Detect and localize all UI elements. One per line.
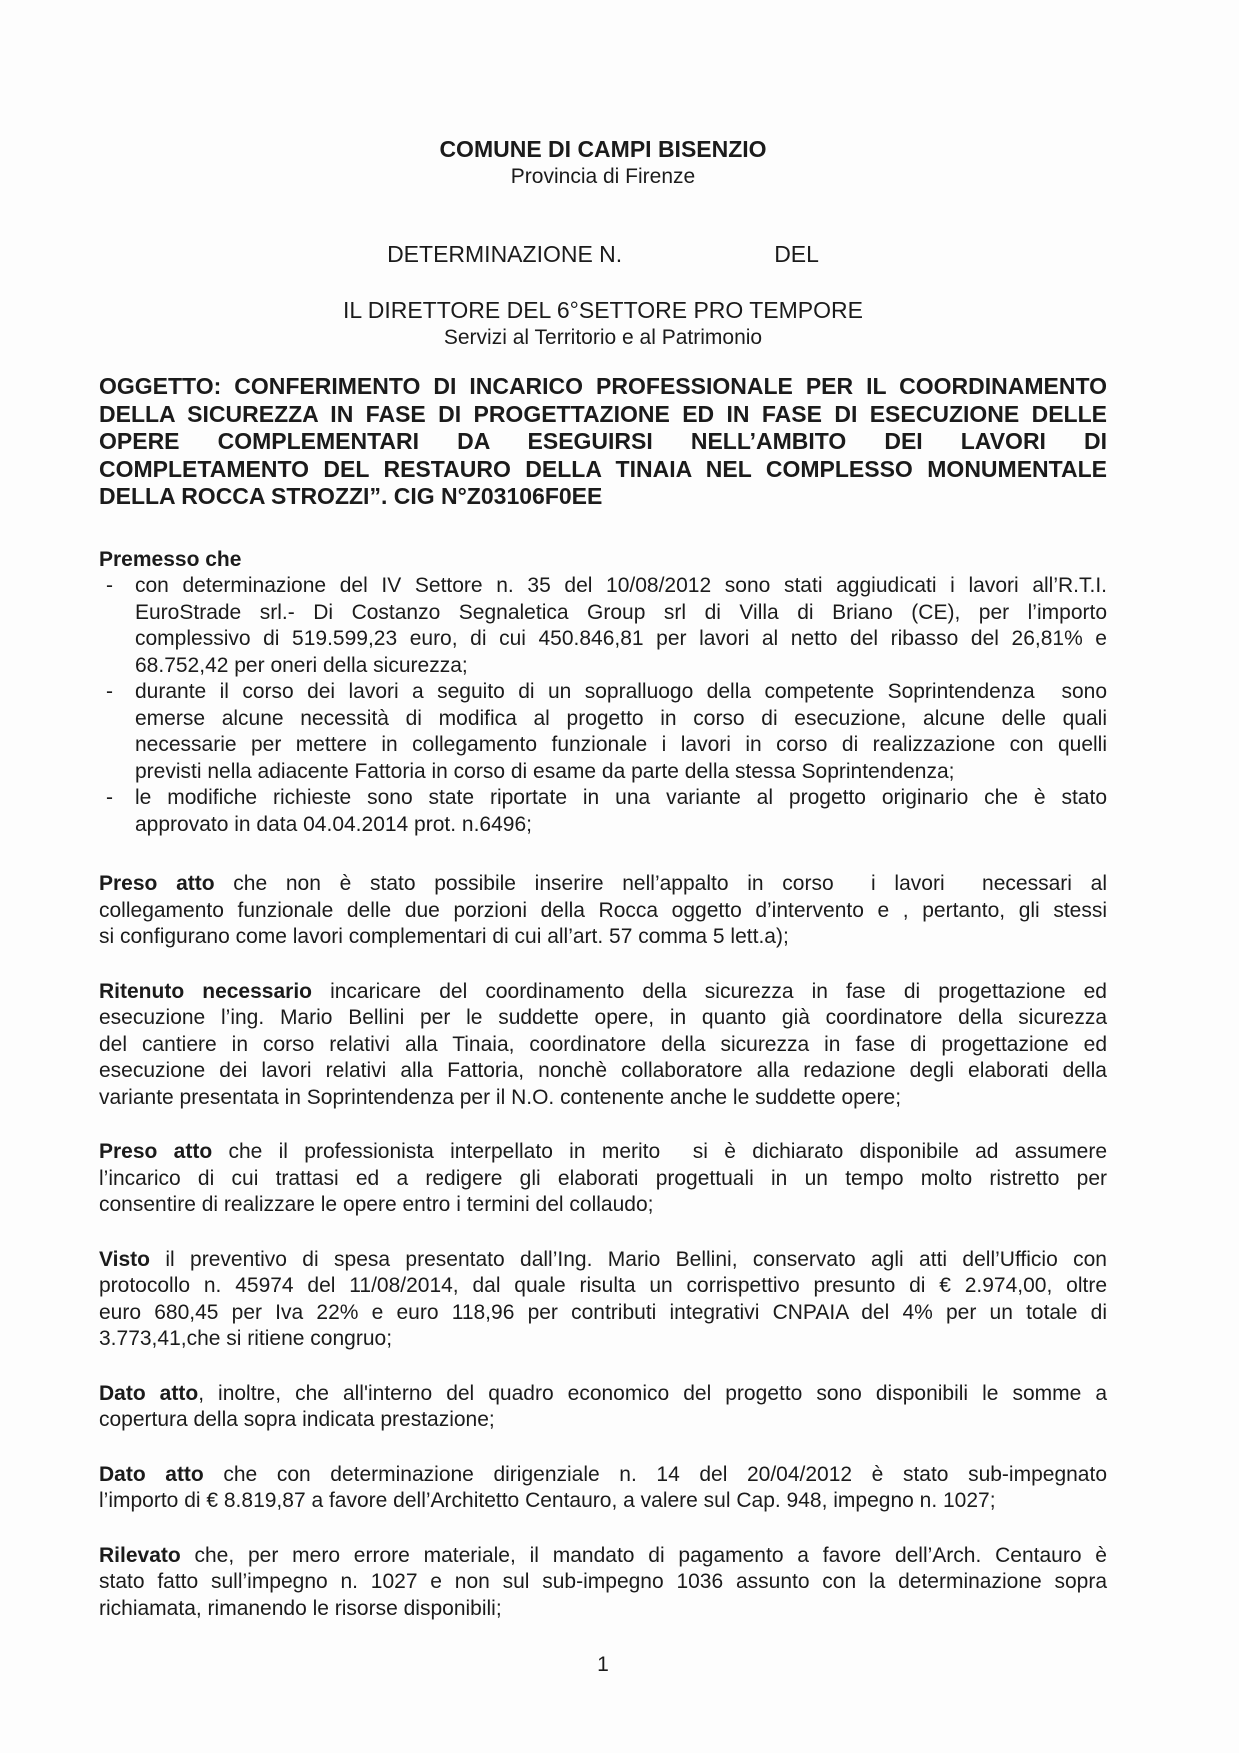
determination-date-label: DEL	[774, 241, 819, 267]
document-content	[99, 0, 1107, 1679]
premise-line: approvato in data 04.04.2014 prot. n.6496;	[135, 812, 532, 836]
premise-item-lines	[135, 785, 1107, 838]
paragraph-line: Preso atto che non è stato possibile inserire nell’appalto in corso i lavori necessari al	[99, 872, 1107, 895]
paragraph-line: consentire di realizzare le opere entro i termini del collaudo;	[99, 1193, 654, 1216]
paragraph-lead: Preso atto	[99, 872, 215, 895]
paragraph	[99, 1139, 1107, 1219]
director-title: IL DIRETTORE DEL 6°SETTORE PRO TEMPORE	[343, 297, 863, 323]
subject-line: OPERE COMPLEMENTARI DA ESEGUIRSI NELL’AMBITO DEI LAVORI DI	[99, 428, 1107, 454]
paragraph	[99, 1543, 1107, 1623]
province-subtitle: Provincia di Firenze	[510, 165, 696, 188]
director-subtitle: Servizi al Territorio e al Patrimonio	[443, 326, 763, 349]
premise-item	[99, 679, 1107, 785]
premise-line: durante il corso dei lavori a seguito di un sopralluogo della competente Soprintendenza sono	[135, 680, 1107, 703]
paragraph-line: esecuzione dei lavori relativi alla Fattoria, nonchè collaboratore alla redazione degli elaborati della	[99, 1059, 1107, 1082]
premise-line: emerse alcune necessità di modifica al progetto in corso di esecuzione, alcune delle quali	[135, 706, 1107, 730]
paragraph-line: Rilevato che, per mero errore materiale, il mandato di pagamento a favore dell’Arch. Centauro è	[99, 1543, 1107, 1567]
subject-line: OGGETTO: CONFERIMENTO DI INCARICO PROFESSIONALE PER IL COORDINAMENTO	[99, 373, 1107, 399]
paragraph	[99, 979, 1107, 1112]
paragraph-line: Ritenuto necessario incaricare del coordinamento della sicurezza in fase di progettazione ed	[99, 979, 1107, 1003]
determination-line	[99, 241, 1107, 268]
paragraph-line: variante presentata in Soprintendenza per il N.O. contenente anche le suddette opere;	[99, 1085, 902, 1109]
subject-line: DELLA ROCCA STROZZI”. CIG N°Z03106F0EE	[99, 483, 603, 509]
paragraph-line: del cantiere in corso relativi alla Tinaia, coordinatore della sicurezza in fase di progettazione ed	[99, 1032, 1107, 1056]
paragraph-line: protocollo n. 45974 del 11/08/2014, dal quale risulta un corrispettivo presunto di € 2.974,00, oltre	[99, 1274, 1107, 1297]
paragraphs-container	[99, 871, 1107, 1622]
premise-line: EuroStrade srl.- Di Costanzo Segnaletica Group srl di Villa di Briano (CE), per l’importo	[135, 600, 1107, 624]
paragraph	[99, 1247, 1107, 1353]
paragraph-lead: Preso atto	[99, 1140, 213, 1163]
paragraph-line: si configurano come lavori complementari di cui all’art. 57 comma 5 lett.a);	[99, 925, 789, 948]
paragraph-line: richiamata, rimanendo le risorse disponibili;	[99, 1596, 502, 1620]
municipality-title: COMUNE DI CAMPI BISENZIO	[439, 136, 767, 162]
bullet-dash: -	[106, 574, 113, 597]
paragraph-line: esecuzione l’ing. Mario Bellini per le suddette opere, in quanto già coordinatore della sicurezza	[99, 1006, 1107, 1029]
paragraph-line: l’incarico di cui trattasi ed a redigere gli elaborati progettuali in un tempo molto ristretto per	[99, 1166, 1107, 1190]
premise-list	[99, 573, 1107, 838]
paragraph-line: Visto il preventivo di spesa presentato dall’Ing. Mario Bellini, conservato agli atti dell’Ufficio con	[99, 1247, 1107, 1271]
premise-heading: Premesso che	[99, 547, 242, 571]
paragraph-line: euro 680,45 per Iva 22% e euro 118,96 per contributi integrativi CNPAIA del 4% per un totale di	[99, 1300, 1107, 1324]
page-number: 1	[597, 1653, 609, 1676]
paragraph	[99, 1462, 1107, 1515]
paragraph	[99, 1381, 1107, 1434]
premise-item-lines	[135, 573, 1107, 679]
paragraph-line: copertura della sopra indicata prestazione;	[99, 1408, 495, 1431]
premise-line: 68.752,42 per oneri della sicurezza;	[135, 653, 468, 677]
paragraph-lead: Ritenuto necessario	[99, 979, 312, 1003]
paragraph	[99, 871, 1107, 951]
paragraph-line: l’importo di € 8.819,87 a favore dell’Architetto Centauro, a valere sul Cap. 948, impegno n. 1027;	[99, 1489, 996, 1512]
premise-line: previsti nella adiacente Fattoria in corso di esame da parte della stessa Soprintendenza;	[135, 759, 955, 783]
paragraph-lead: Rilevato	[99, 1543, 181, 1567]
paragraph-line: 3.773,41,che si ritiene congruo;	[99, 1327, 393, 1350]
bullet-dash: -	[106, 680, 113, 703]
paragraph-line: Dato atto che con determinazione dirigenziale n. 14 del 20/04/2012 è stato sub-impegnato	[99, 1462, 1107, 1486]
bullet-dash: -	[106, 786, 113, 809]
determination-number-label: DETERMINAZIONE N.	[387, 241, 623, 267]
premise-item	[99, 785, 1107, 838]
subject-block	[99, 373, 1107, 511]
paragraph-line: stato fatto sull’impegno n. 1027 e non sul sub-impegno 1036 assunto con la determinazione sopra	[99, 1570, 1107, 1593]
premise-line: le modifiche richieste sono state riportate in una variante al progetto originario che è stato	[135, 786, 1107, 809]
paragraph-line: collegamento funzionale delle due porzioni della Rocca oggetto d’intervento e , pertanto, gli stessi	[99, 898, 1107, 922]
paragraph-line: Dato atto, inoltre, che all'interno del quadro economico del progetto sono disponibili le somme a	[99, 1381, 1108, 1405]
premise-line: complessivo di 519.599,23 euro, di cui 450.846,81 per lavori al netto del ribasso del 26,81% e	[135, 627, 1107, 650]
paragraph-lead: Dato atto	[99, 1381, 199, 1405]
premise-item	[99, 573, 1107, 679]
subject-line: DELLA SICUREZZA IN FASE DI PROGETTAZIONE ED IN FASE DI ESECUZIONE DELLE	[99, 400, 1107, 427]
subject-line: COMPLETAMENTO DEL RESTAURO DELLA TINAIA NEL COMPLESSO MONUMENTALE	[99, 455, 1107, 482]
paragraph-lead: Visto	[99, 1247, 150, 1271]
premise-line: necessarie per mettere in collegamento funzionale i lavori in corso di realizzazione con quelli	[135, 733, 1107, 756]
paragraph-lead: Dato atto	[99, 1462, 204, 1486]
premise-item-lines	[135, 679, 1107, 785]
premise-line: con determinazione del IV Settore n. 35 del 10/08/2012 sono stati aggiudicati i lavori all’R.T.I.	[135, 574, 1107, 597]
paragraph-line: Preso atto che il professionista interpellato in merito si è dichiarato disponibile ad assumere	[99, 1140, 1107, 1163]
